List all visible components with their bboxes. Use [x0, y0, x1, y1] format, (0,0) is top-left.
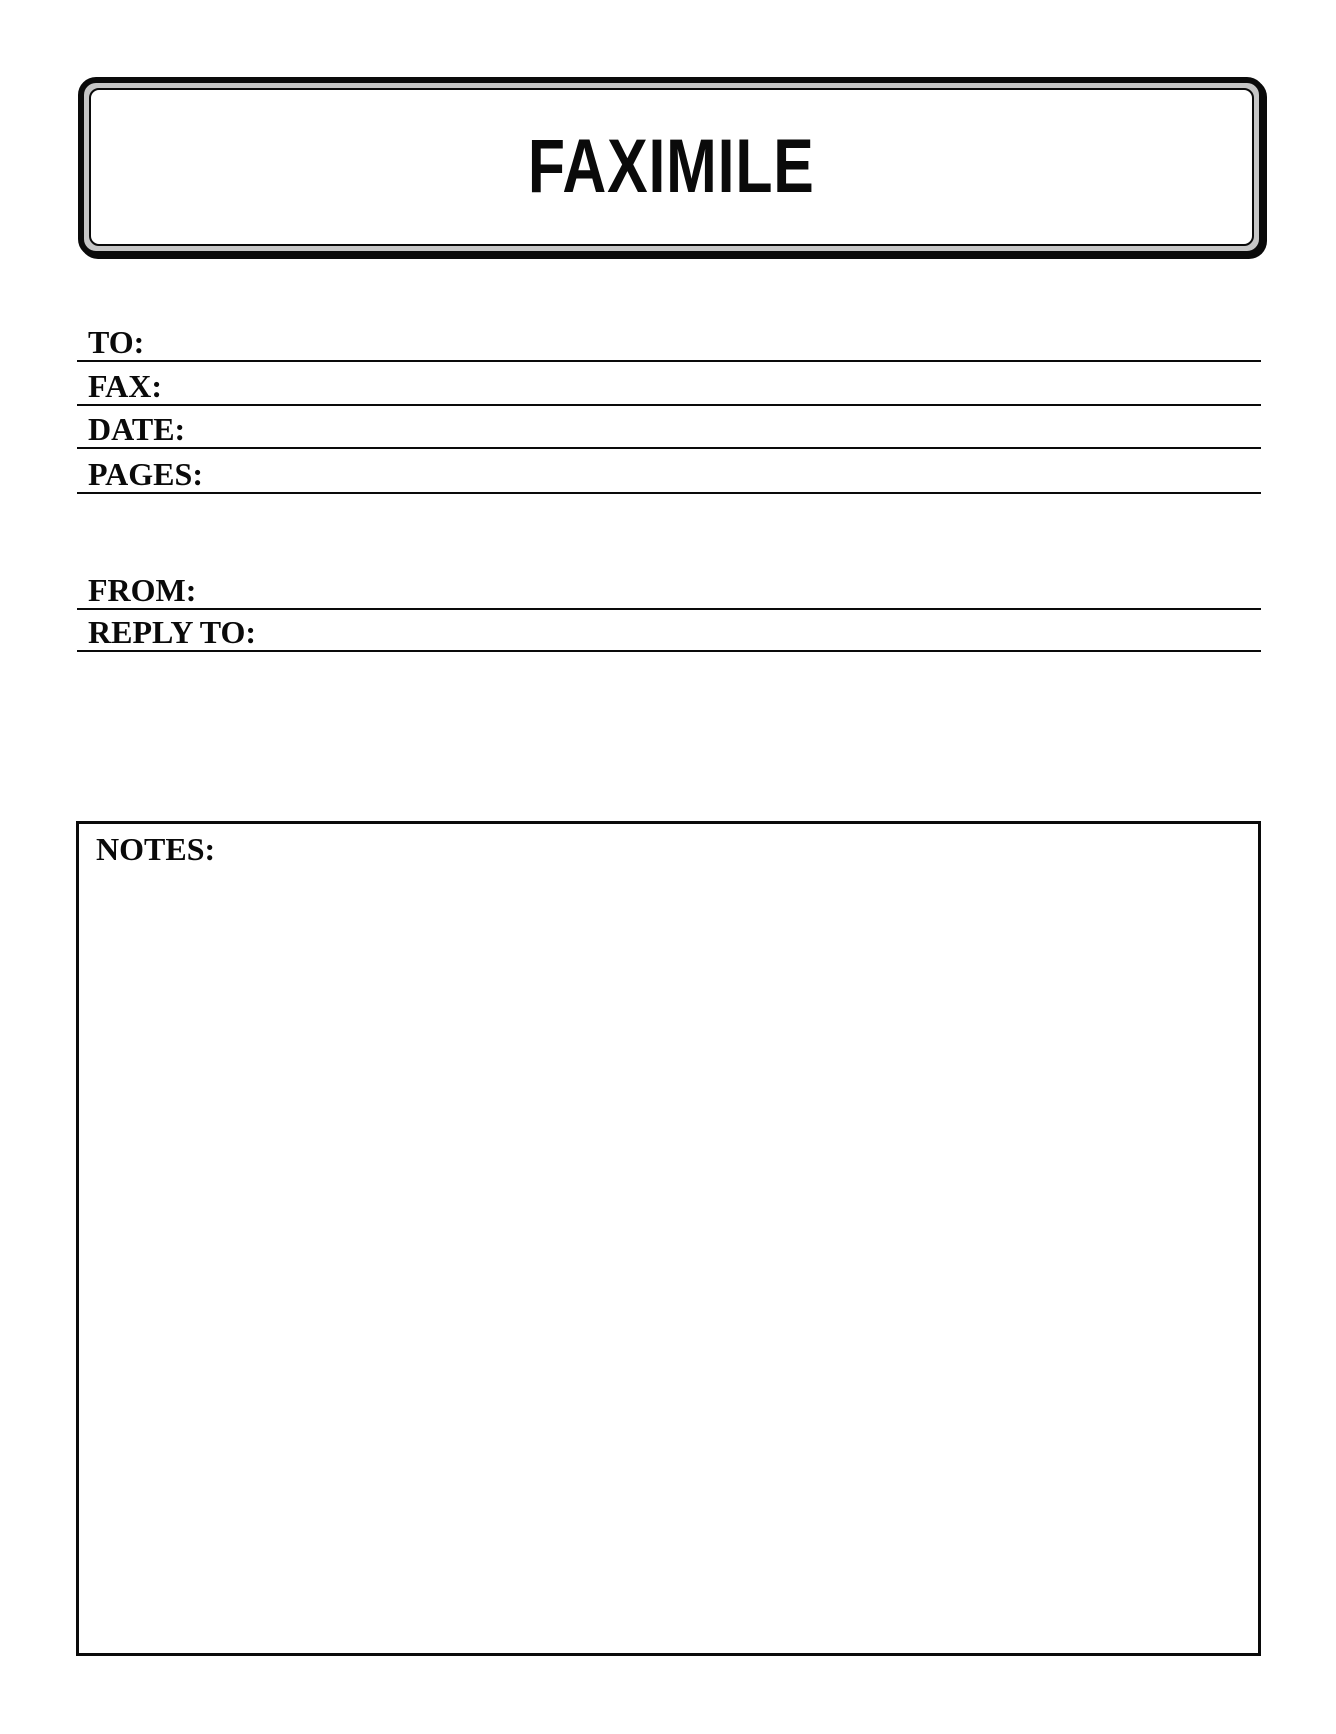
field-row-to — [77, 322, 1261, 362]
notes-label: NOTES: — [96, 831, 216, 867]
to-label: TO: — [88, 324, 145, 360]
header-frame — [78, 77, 1265, 257]
field-row-date — [77, 409, 1261, 449]
reply-to-label: REPLY TO: — [88, 614, 257, 650]
document-title: FAXIMILE — [528, 124, 815, 209]
field-row-fax — [77, 366, 1261, 406]
from-label: FROM: — [88, 572, 197, 608]
fax-label: FAX: — [88, 368, 163, 404]
date-label: DATE: — [88, 411, 186, 447]
notes-box — [76, 821, 1261, 1656]
field-row-reply-to — [77, 612, 1261, 652]
header-inner-panel — [89, 88, 1254, 246]
notes-value-area — [96, 876, 1241, 1641]
field-row-from — [77, 570, 1261, 610]
field-row-pages — [77, 454, 1261, 494]
pages-label: PAGES: — [88, 456, 203, 492]
